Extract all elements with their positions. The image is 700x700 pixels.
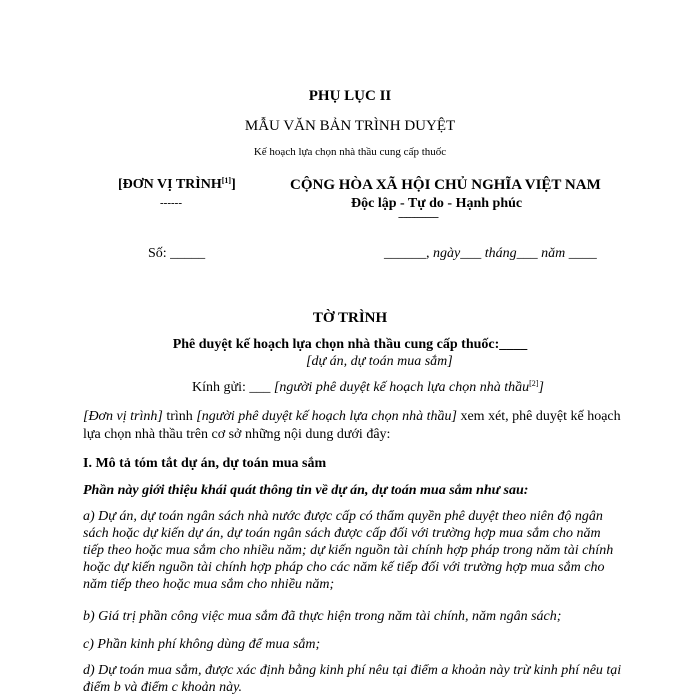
item-b: b) Giá trị phần công việc mua sắm đã thực hiện trong năm tài chính, năm ngân sách; [83, 609, 562, 624]
section-1-heading: I. Mô tả tóm tắt dự án, dự toán mua sắm [83, 456, 327, 471]
section-1-lead: Phần này giới thiệu khái quát thông tin về dự án, dự toán mua sắm như sau: [83, 483, 529, 498]
item-a: a) Dự án, dự toán ngân sách nhà nước được cấp có thẩm quyền phê duyệt theo niên độ ngân sách hoặc dự kiến dự án, dự toán ngân sách được cấp đối với trường hợp mua sắm cho năm tiếp theo hoặc mua sắm cho nhiều năm; dự kiến nguồn tài chính hợp pháp trong năm tài chính hoặc dự kiến nguồn tài chính hợp pháp cho các năm kế tiếp đối với trường hợp mua sắm cho năm tiếp theo hoặc mua sắm cho nhiều năm; [83, 509, 614, 592]
national-motto: Độc lập - Tự do - Hạnh phúc [351, 196, 523, 211]
motto-underline: --------------- [398, 211, 438, 223]
document-subject: Phê duyệt kế hoạch lựa chọn nhà thầu cung cấp thuốc:____ [172, 337, 528, 352]
form-title: MẪU VĂN BẢN TRÌNH DUYỆT [244, 118, 456, 134]
recipient-line: Kính gửi: ___ [người phê duyệt kế hoạch lựa chọn nhà thầu[2]] [192, 379, 544, 395]
appendix-title: PHỤ LỤC II [308, 88, 392, 104]
country-name: CỘNG HÒA XÃ HỘI CHỦ NGHĨA VIỆT NAM [290, 177, 601, 193]
document-date: ______, ngày___ tháng___ năm ____ [384, 246, 597, 261]
subject-note: [dự án, dự toán mua sắm] [306, 354, 453, 369]
item-c: c) Phần kinh phí không dùng để mua sắm; [83, 637, 321, 652]
footnote-ref-1[interactable]: [1] [221, 176, 232, 185]
submitting-unit: [ĐƠN VỊ TRÌNH[1]] [118, 176, 236, 192]
document-number: Số: _____ [148, 246, 206, 261]
recipient-label: Kính gửi: ___ [192, 380, 271, 395]
form-subtitle: Kế hoạch lựa chọn nhà thầu cung cấp thuốc [253, 146, 447, 158]
item-d: d) Dự toán mua sắm, được xác định bằng kinh phí nêu tại điểm a khoản này trừ kinh phí nêu tại điểm b và điểm c khoản này. [83, 663, 622, 695]
recipient-value: [người phê duyệt kế hoạch lựa chọn nhà thầu [273, 380, 530, 395]
unit-underline: ------ [160, 197, 182, 209]
intro-paragraph: [Đơn vị trình] trình [người phê duyệt kế hoạch lựa chọn nhà thầu] xem xét, phê duyệt kế hoạch lựa chọn nhà thầu trên cơ sở những nội dung dưới đây: [83, 409, 621, 442]
footnote-ref-2[interactable]: [2] [529, 379, 539, 388]
document-title: TỜ TRÌNH [312, 310, 388, 326]
